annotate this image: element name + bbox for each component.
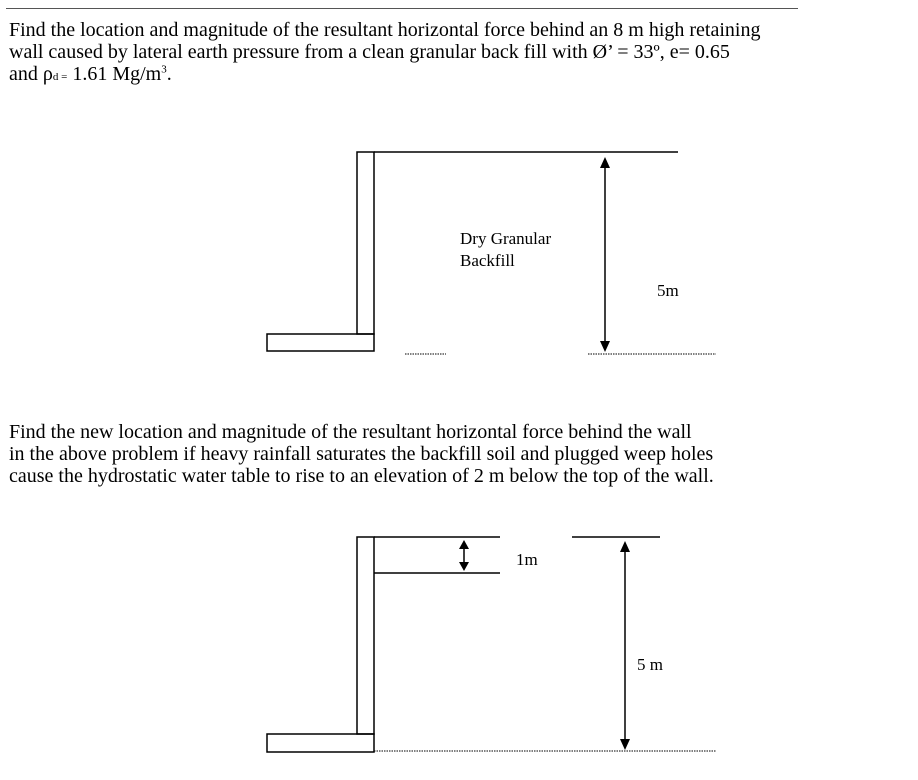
retaining-wall-2 xyxy=(267,537,374,752)
rho-subscript: d = xyxy=(52,71,68,83)
backfill-label-line-2: Backfill xyxy=(460,251,515,270)
dimension-arrow-1m xyxy=(459,540,469,571)
problem-1-line-1: Find the location and magnitude of the resultant horizontal force behind an 8 m high retaining xyxy=(9,19,761,41)
problem-2-line-1: Find the new location and magnitude of the resultant horizontal force behind the wall xyxy=(9,421,692,443)
density-exponent: 3 xyxy=(161,63,167,76)
backfill-label-line-1: Dry Granular xyxy=(460,229,552,248)
rho-symbol: and ρ xyxy=(9,63,53,85)
problem-2-line-2: in the above problem if heavy rainfall saturates the backfill soil and plugged weep holes xyxy=(9,443,714,465)
sentence-end: . xyxy=(166,63,172,85)
dimension-arrow-5m-2 xyxy=(620,541,630,750)
water-depth-label: 1m xyxy=(516,550,538,569)
density-value: 1.61 Mg/m xyxy=(67,63,162,85)
dimension-label-5m: 5m xyxy=(657,281,679,300)
problem-1-line-2: wall caused by lateral earth pressure from a clean granular back fill with Ø’ = 33º, e= 0.65 xyxy=(9,41,730,63)
dimension-label-5-m: 5 m xyxy=(637,655,663,674)
problem-2-line-3: cause the hydrostatic water table to rise to an elevation of 2 m below the top of the wall. xyxy=(9,465,714,487)
